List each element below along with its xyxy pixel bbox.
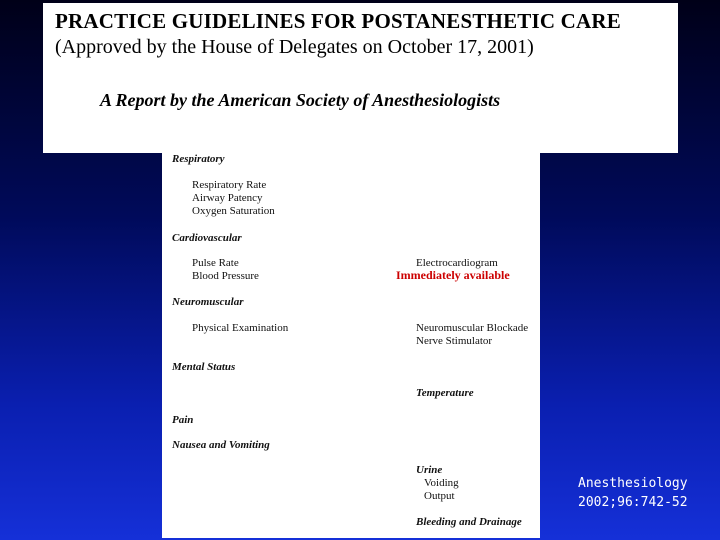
selected-electrocardiogram: Electrocardiogram <box>416 257 498 269</box>
category-nausea-vomiting: Nausea and Vomiting <box>172 439 270 451</box>
respiratory-item: Oxygen Saturation <box>192 205 275 217</box>
citation <box>578 474 688 512</box>
respiratory-item: Respiratory Rate <box>192 179 267 191</box>
cardiovascular-item: Blood Pressure <box>192 270 259 282</box>
header-box <box>43 3 678 153</box>
selected-neuromuscular-blockade: Neuromuscular Blockade <box>416 322 529 334</box>
category-neuromuscular: Neuromuscular <box>172 296 244 308</box>
report-byline: A Report by the American Society of Anesthesiologists <box>100 90 501 110</box>
urine-item: Output <box>424 490 455 502</box>
page-title: PRACTICE GUIDELINES FOR POSTANESTHETIC CARE <box>55 9 621 33</box>
cardiovascular-item: Pulse Rate <box>192 257 239 269</box>
approval-subtitle: (Approved by the House of Delegates on October 17, 2001) <box>55 36 534 58</box>
guidelines-table-page <box>162 120 540 538</box>
selected-temperature: Temperature <box>416 387 474 399</box>
selected-nerve-stimulator: Nerve Stimulator <box>416 335 493 347</box>
immediately-available-annotation: Immediately available <box>396 268 510 282</box>
citation-journal: Anesthesiology <box>578 476 688 491</box>
category-mental-status: Mental Status <box>172 361 236 373</box>
selected-urine: Urine <box>416 464 443 476</box>
category-pain: Pain <box>172 414 194 426</box>
category-respiratory: Respiratory <box>172 153 225 165</box>
urine-item: Voiding <box>424 477 459 489</box>
neuromuscular-item: Physical Examination <box>192 322 289 334</box>
category-cardiovascular: Cardiovascular <box>172 232 242 244</box>
selected-bleeding-drainage: Bleeding and Drainage <box>416 516 522 528</box>
citation-reference: 2002;96:742-52 <box>578 495 688 510</box>
respiratory-item: Airway Patency <box>192 192 263 204</box>
